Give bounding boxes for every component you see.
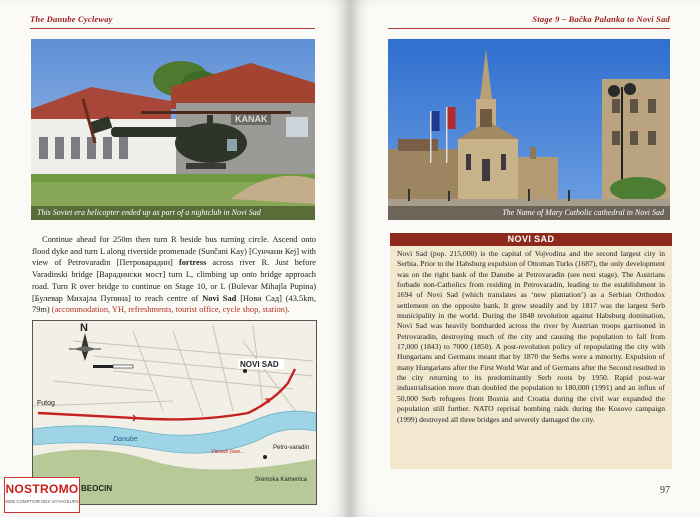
nostromo-watermark-logo [4,477,80,513]
photo-caption-right: The Name of Mary Catholic cathedral in Novi Sad [388,206,670,220]
helicopter-photo [31,39,315,220]
watermark-name: NOSTROMO [5,482,79,496]
north-label: N [80,322,88,334]
route-text-1: Continue ahead for 250m then turn R beside bus turning circle. Ascend onto flood dyke and turn L along riverside promenade (Sunčani Kay) [Сунчани Кеј] with view of Petrovaradin [Петроварадин] [32,235,316,268]
services-list: (accommodation, YH, refreshments, tourist office, cycle shop, station). [51,305,290,315]
map-label-novi-sad: NOVI SAD [240,360,279,369]
fortress-term: fortress [178,258,207,268]
building-sign: KANAK [235,114,268,124]
cathedral-photo [388,39,670,220]
route-text-3: [Нови Сад] (43.5km, 79m) [32,293,317,315]
novi-sad-info-box [390,233,672,469]
running-head-right: Stage 9 – Bačka Palanka to Novi Sad [532,14,670,24]
route-text-2: across river R. Just before Varadinski bridge [Варадински мост] turn L, climbing up onto bridge approach road. Turn R over bridge to continue on Stage 10, or L (Bulevar Mihajla Pupina) [Булевар Михајла Пупина] to reach centre of [32,258,317,303]
novi-sad-term: Novi Sad [202,293,237,303]
running-head-left: The Danube Cycleway [30,14,113,24]
info-box-title: NOVI SAD [390,233,672,246]
info-box-text: Novi Sad (pop. 215,000) is the capital of Vojvodina and the second largest city in Serbia. Prior to the Habsburg expulsion of Ottoman Turks (1687), the only development was on the right bank of the Danube at Petrovaradin (see next stage). The Austrians forbade non-Catholics from residing in Petrovaradin, leading to the establishment in 1694 of Novi Sad (which translates as ‘new plantation’) as a Serbian Orthodox settlement on the opposite bank. It grew steadily and by 1817 was the largest Serb municipality in the world. During the 1848 revolution against Habsburg domination, Novi Sad was heavily bombarded across the river by Austrian troops garrisoned in Petrovaradin, destroying much of the city and causing the population to fall from 17,000 (1843) to 7000 (1850). A post-revolution policy of repopulating the city with Hungarians and Germans meant that by 1870 the Serbs were a minority. Expulsion of many Hungarians after the First World War and of Germans after the Second resulted in the city returning to its predominantly Serb roots by 1950. Rapid post-war industrialisation more than doubled the population to 180,000 (1991) and an influx of 50,000 Serb refugees from Bosnia and Croatia during the civil war expanded the population still further. NATO reprisal bombing raids during the Kosovo campaign (1999) destroyed all three bridges and severely damaged the city. [397,249,665,424]
route-paragraph [32,234,316,316]
map-label-varad: Variadi (see... [211,449,245,455]
header-rule-right [388,28,670,29]
map-label-futog: Futog [37,400,55,407]
header-rule-left [30,28,315,29]
map-label-danube: Danube [113,436,138,443]
map-label-beocin: BEOCIN [81,484,113,493]
watermark-tagline: WEB COMPTOIR DES VOYAGEURS [5,499,79,504]
map-label-petrovaradin: Petro-varadin [273,445,310,451]
photo-caption-left: This Soviet era helicopter ended up as part of a nightclub in Novi Sad [31,206,315,220]
page-number: 97 [660,485,670,496]
map-label-sremska: Sremska Kamenica [255,477,308,483]
route-description [32,234,316,316]
